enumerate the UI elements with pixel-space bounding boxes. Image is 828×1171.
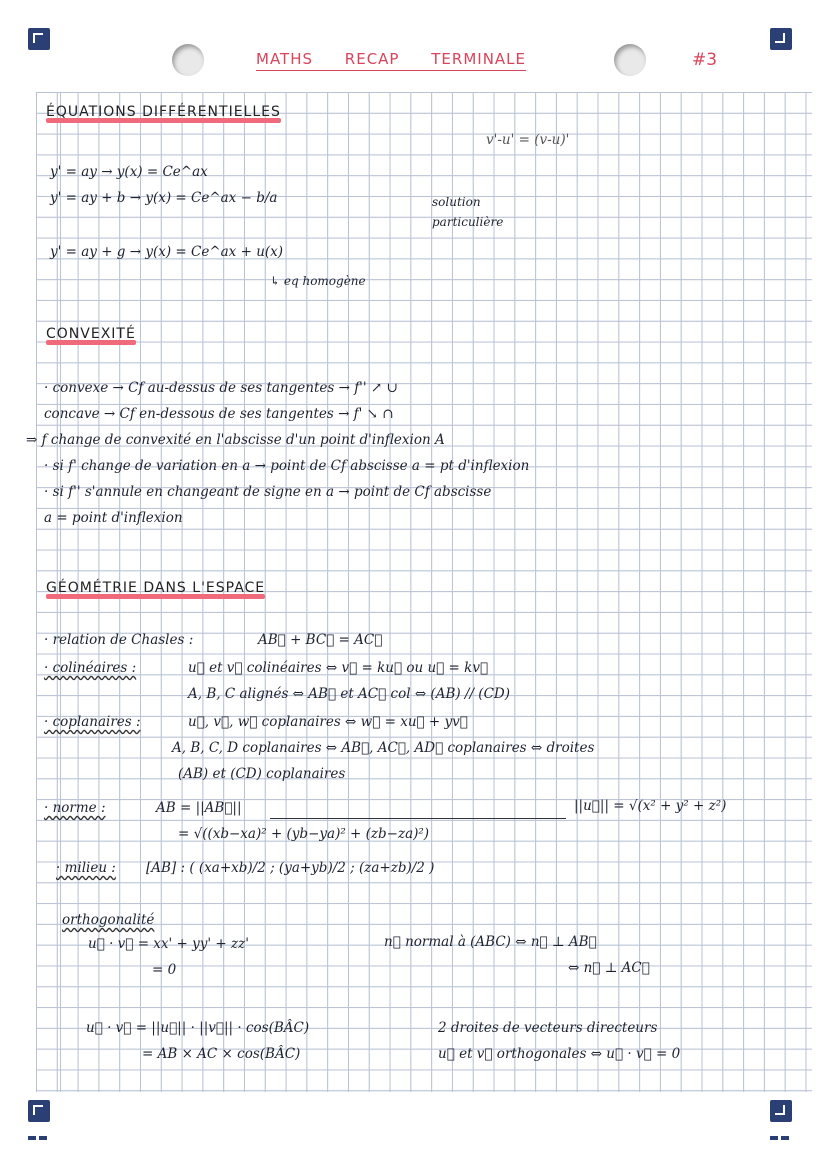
- section-title-text: GÉOMÉTRIE DANS L'ESPACE: [46, 580, 266, 596]
- colinear-line: u⃗ et v⃗ colinéaires ⇔ v⃗ = ku⃗ ou u⃗ = kv⃗: [188, 660, 489, 676]
- section-title-convexity: [46, 326, 136, 345]
- punch-hole: [172, 44, 204, 76]
- norm-line: = √((xb−xa)² + (yb−ya)² + (zb−za)²): [178, 826, 430, 842]
- annotation-homogeneous: ↳ eq homogène: [270, 274, 366, 288]
- colinear-label: · colinéaires :: [44, 660, 137, 676]
- midpoint-label: · milieu :: [56, 860, 116, 876]
- coplanar-label: · coplanaires :: [44, 714, 141, 730]
- coplanar-line: A, B, C, D coplanaires ⇔ AB⃗, AC⃗, AD⃗ coplanaires ⇔ droites: [172, 740, 595, 756]
- text-line: · si f'' s'annule en changeant de signe en a → point de Cf abscisse: [44, 484, 492, 500]
- section-title-text: CONVEXITÉ: [46, 326, 136, 342]
- corner-marker-icon: [770, 28, 792, 50]
- text-line: · si f' change de variation en a → point de Cf abscisse a = pt d'inflexion: [44, 458, 530, 474]
- side-note: v'-u' = (v-u)': [486, 132, 570, 148]
- section-title-equations: [46, 104, 281, 123]
- midpoint-formula: [AB] : ( (xa+xb)/2 ; (ya+yb)/2 ; (za+zb)/2 ): [146, 860, 435, 876]
- directors-line: 2 droites de vecteurs directeurs: [438, 1020, 658, 1036]
- directors-line: u⃗ et v⃗ orthogonales ⇔ u⃗ · v⃗ = 0: [438, 1046, 681, 1062]
- header-word: MATHS: [256, 50, 314, 68]
- corner-marker-icon: [28, 28, 50, 50]
- coplanar-line: (AB) et (CD) coplanaires: [178, 766, 346, 782]
- text-line: · convexe → Cf au-dessus de ses tangentes → f'' ↗ ∪: [44, 380, 398, 396]
- dot-product-line: = AB × AC × cos(BÂC): [142, 1046, 301, 1062]
- header-word: RECAP: [344, 50, 400, 68]
- punch-hole: [614, 44, 646, 76]
- dash-marks-icon: [770, 1136, 789, 1140]
- chasles-label: · relation de Chasles :: [44, 632, 194, 648]
- equation-line: y' = ay + g → y(x) = Ce^ax + u(x): [50, 244, 284, 260]
- dot-product-line: u⃗ · v⃗ = ||u⃗|| · ||v⃗|| · cos(BÂC): [86, 1020, 310, 1036]
- annotation-particular: solution particulière: [432, 195, 504, 229]
- text-line: ⇒ f change de convexité en l'abscisse d'un point d'inflexion A: [26, 432, 445, 448]
- section-title-geometry: [46, 580, 265, 599]
- corner-marker-icon: [770, 1100, 792, 1122]
- page-number: #3: [692, 50, 718, 70]
- ortho-label: orthogonalité: [62, 912, 155, 928]
- normal-line: n⃗ normal à (ABC) ⇔ n⃗ ⊥ AB⃗: [384, 934, 597, 950]
- normal-line: ⇔ n⃗ ⊥ AC⃗: [568, 960, 650, 976]
- norm-line: AB = ||AB⃗||: [156, 800, 242, 816]
- divider: [270, 818, 566, 819]
- ortho-line: u⃗ · v⃗ = xx' + yy' + zz': [88, 936, 249, 952]
- page-header: [256, 50, 526, 71]
- header-word: TERMINALE: [431, 50, 527, 68]
- chasles-formula: AB⃗ + BC⃗ = AC⃗: [258, 632, 383, 648]
- norm-side: ||u⃗|| = √(x² + y² + z²): [574, 798, 727, 814]
- corner-marker-icon: [28, 1100, 50, 1122]
- norm-label: · norme :: [44, 800, 106, 816]
- colinear-line: A, B, C alignés ⇔ AB⃗ et AC⃗ col ⇔ (AB) // (CD): [188, 686, 510, 702]
- equation-line: y' = ay + b → y(x) = Ce^ax − b/a: [50, 190, 278, 206]
- equation-line: y' = ay → y(x) = Ce^ax: [50, 164, 208, 180]
- dash-marks-icon: [28, 1136, 47, 1140]
- text-line: concave → Cf en-dessous de ses tangentes → f' ↘ ∩: [44, 406, 394, 422]
- coplanar-line: u⃗, v⃗, w⃗ coplanaires ⇔ w⃗ = xu⃗ + yv⃗: [188, 714, 468, 730]
- text-line: a = point d'inflexion: [44, 510, 183, 526]
- section-title-text: ÉQUATIONS DIFFÉRENTIELLES: [46, 104, 281, 120]
- ortho-line: = 0: [152, 962, 177, 978]
